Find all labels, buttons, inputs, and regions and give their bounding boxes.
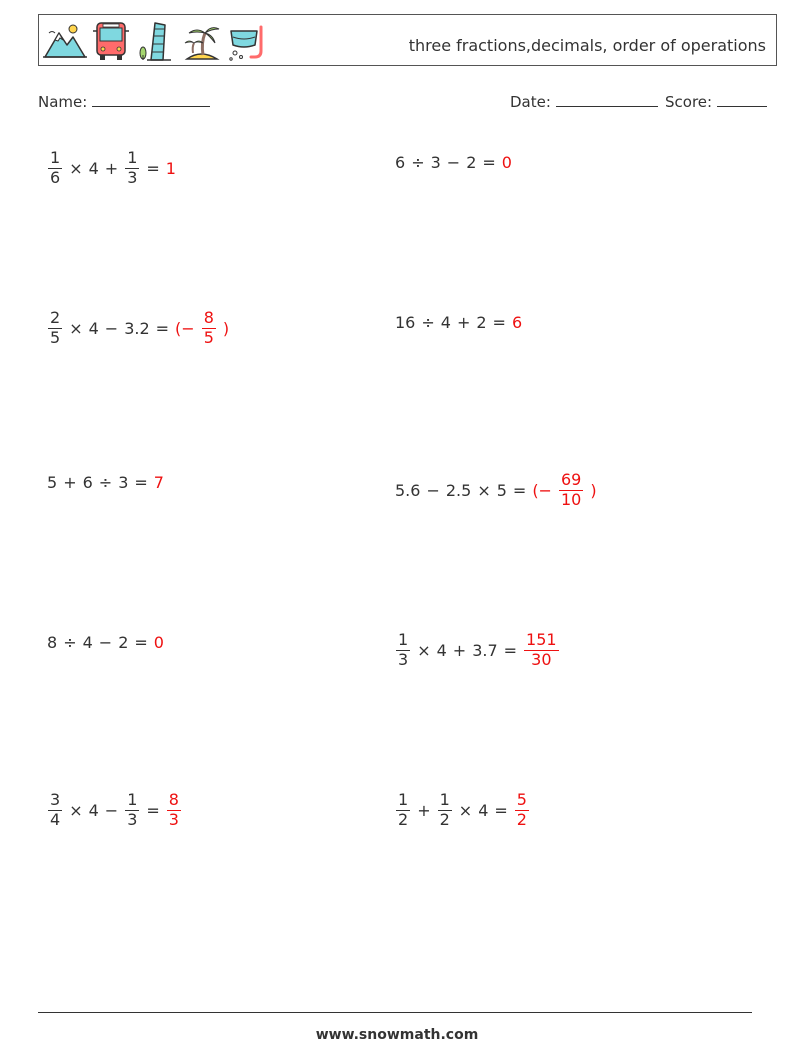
operator: (− [532,480,552,500]
answer [499,153,515,172]
numerator: 1 [398,630,409,650]
operator: + [104,158,119,178]
fraction [524,631,559,669]
denominator: 3 [127,809,138,829]
fraction [515,791,529,829]
denominator: 2 [398,809,409,829]
denominator: 5 [203,327,214,347]
operator: − [426,480,440,500]
operator: − [446,152,461,172]
number: 16 [395,312,416,332]
fraction [167,791,181,829]
operator: ÷ [411,152,425,172]
operator: × [477,480,491,500]
name-blank[interactable] [92,92,210,107]
problem-2 [392,137,515,187]
denominator: 10 [560,489,582,509]
answer [163,791,185,829]
operator: ÷ [98,472,113,492]
operator: + [456,312,471,332]
answer [529,471,599,509]
operator: = [503,640,518,660]
numerator: 151 [526,630,557,650]
operator: × [458,800,473,820]
answer [172,309,232,347]
numerator: 5 [516,790,527,810]
answer [163,159,179,178]
name-field[interactable] [38,92,210,111]
fraction [202,309,216,347]
number: 3 [118,472,129,492]
operator: ÷ [421,312,435,332]
operator: = [134,632,148,652]
operator: − [104,800,119,820]
number: 6 [511,312,523,332]
fraction [559,471,583,509]
numerator: 8 [203,308,214,328]
numerator: 8 [168,790,179,810]
number: 4 [436,640,447,660]
answer [509,313,525,332]
operator: = [494,800,508,820]
number: 4 [88,318,99,338]
operator: = [146,158,160,178]
problem-4 [392,297,525,347]
operator: × [69,800,83,820]
number: 3 [430,152,441,172]
operator: × [69,318,83,338]
operator: − [104,318,119,338]
header-icons [43,19,267,63]
number: 4 [440,312,451,332]
number: 6 [395,152,406,172]
problem-9 [44,785,185,835]
number: 4 [478,800,489,820]
operator: = [134,472,148,492]
answer [511,791,533,829]
fraction [396,791,410,829]
answer [151,473,167,492]
mountains-icon [43,19,87,63]
numerator: 1 [50,148,61,168]
numerator: 2 [50,308,61,328]
number: 8 [47,632,58,652]
numerator: 1 [398,790,409,810]
leaning-tower-icon [135,19,175,63]
worksheet-title: three fractions,decimals, order of operations [408,36,766,55]
footer-divider [38,1012,752,1013]
number: 1 [165,158,176,178]
problem-8 [392,625,563,675]
problem-1 [44,143,179,193]
number: 4 [82,632,93,652]
operator: − [98,632,113,652]
score-field[interactable] [665,92,767,111]
denominator: 2 [439,809,450,829]
number: 0 [153,632,164,652]
number: 2 [118,632,129,652]
snorkel-mask-icon [227,19,267,63]
operator: + [452,640,467,660]
fraction [438,791,452,829]
operator: × [417,640,431,660]
fraction [48,309,62,347]
operator: ) [590,480,597,500]
numerator: 1 [127,148,138,168]
number: 2 [466,152,477,172]
name-label: Name: [38,93,88,111]
denominator: 30 [531,649,552,669]
problem-5 [44,457,167,507]
date-label: Date: [510,93,551,111]
denominator: 4 [50,809,61,829]
number: 5 [496,480,507,500]
operator: = [492,312,506,332]
fraction [48,149,62,187]
number: 2.5 [445,480,472,500]
denominator: 3 [398,649,409,669]
number: 0 [501,152,512,172]
number: 4 [88,800,99,820]
operator: + [63,472,77,492]
problem-7 [44,617,167,667]
operator: ÷ [63,632,77,652]
fraction [125,791,139,829]
numerator: 3 [50,790,61,810]
worksheet-header [38,14,777,66]
number: 3.2 [124,318,150,338]
operator: ) [222,318,230,338]
denominator: 2 [516,809,527,829]
numerator: 1 [127,790,138,810]
number: 3.7 [472,640,498,660]
problem-10 [392,785,533,835]
operator: × [69,158,83,178]
operator: = [482,152,496,172]
answer [151,633,167,652]
number: 6 [82,472,93,492]
number: 7 [153,472,164,492]
fraction [125,149,139,187]
number: 4 [88,158,99,178]
problem-3 [44,303,232,353]
operator: (− [175,318,195,338]
denominator: 5 [50,327,61,347]
operator: + [417,800,431,820]
problem-6 [392,465,600,515]
operator: = [146,800,160,820]
score-label: Score: [665,93,713,111]
operator: = [155,318,170,338]
numerator: 69 [560,470,582,490]
denominator: 3 [127,167,138,187]
numerator: 1 [439,790,450,810]
score-blank[interactable] [717,92,767,107]
operator: = [512,480,527,500]
fraction [48,791,62,829]
answer [520,631,563,669]
bus-icon [91,19,131,63]
footer-url: www.snowmath.com [315,1027,479,1043]
denominator: 3 [168,809,179,829]
palm-island-icon [179,19,223,63]
number: 2 [476,312,487,332]
denominator: 6 [50,167,61,187]
fraction [396,631,410,669]
date-field[interactable] [510,92,658,111]
date-blank[interactable] [556,92,658,107]
number: 5.6 [395,480,421,500]
number: 5 [47,472,58,492]
